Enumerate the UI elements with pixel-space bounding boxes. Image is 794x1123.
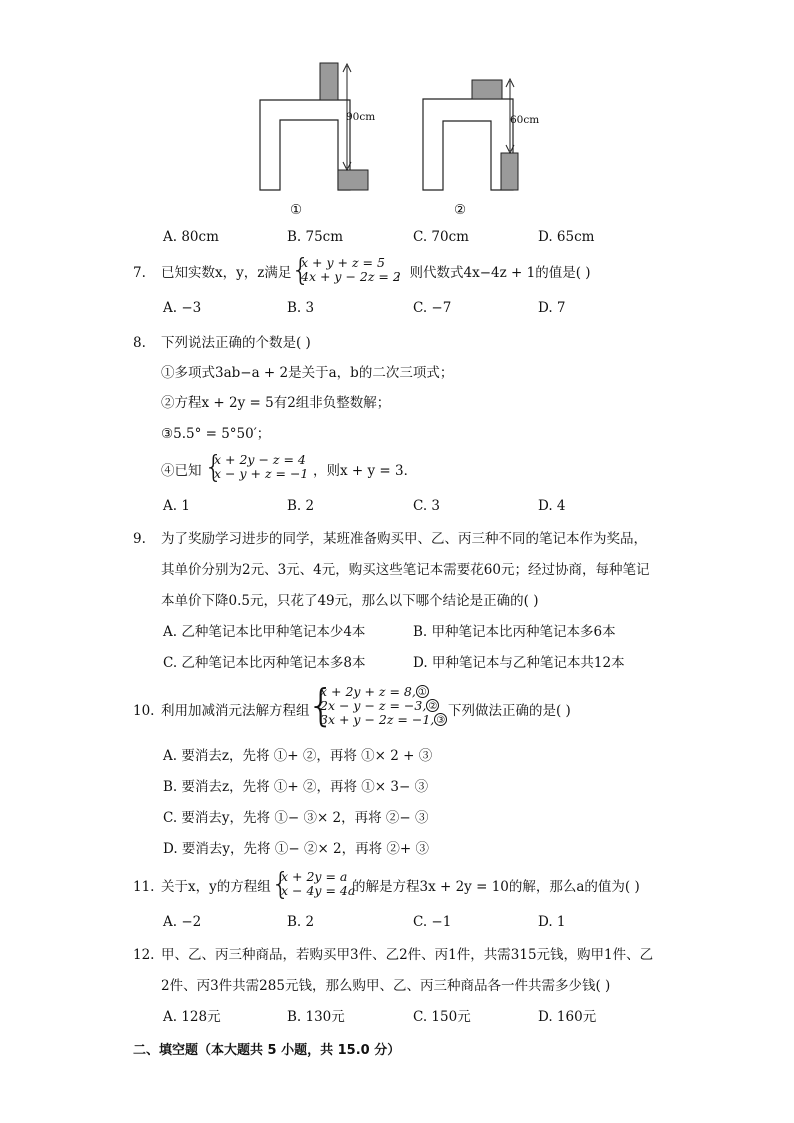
q7-suffix: ，则代数式4x−4z + 1的值是( ) [396,265,591,281]
q11-eq2: x − 4y = 4a [281,883,356,898]
q12-line-2: 2件、丙3件共需285元钱，那么购甲、乙、丙三种商品各一件共需多少钱( ) [161,978,611,994]
q8-item-2: ②方程x + 2y = 5有2组非负整数解； [161,395,391,411]
q8-eq1: x + 2y − z = 4 [214,452,306,467]
q6-option-d[interactable]: D. 65cm [538,229,595,245]
figure-1 [255,58,375,198]
figure-1-dimension: 90cm [346,111,376,123]
q11-option-c[interactable]: C. −1 [413,914,452,930]
q6-option-b[interactable]: B. 75cm [287,229,344,245]
q9-number: 9. [133,531,146,547]
q6-option-a[interactable]: A. 80cm [163,229,219,245]
q9-option-a[interactable]: A. 乙种笔记本比甲种笔记本少4本 [163,624,366,640]
q10-number: 10. [133,703,155,719]
q10-eq1: x + 2y + z = 8, ① [320,685,429,698]
q8-option-b[interactable]: B. 2 [287,498,315,514]
q10-option-b[interactable]: B. 要消去z，先将 ①+ ②，再将 ①× 3− ③ [163,779,429,795]
q7-prefix: 已知实数x，y，z满足 [161,265,292,281]
q11-option-b[interactable]: B. 2 [287,914,315,930]
q8-number: 8. [133,335,146,351]
q11-option-d[interactable]: D. 1 [538,914,566,930]
q8-brace: { [204,450,224,485]
q9-line-2: 其单价分别为2元、3元、4元，购买这些笔记本需要花60元；经过协商，每种笔记 [161,562,650,578]
q10-eq2: 2x − y − z = −3, ② [320,699,439,712]
q10-prefix: 利用加减消元法解方程组 [161,703,310,719]
q7-number: 7. [133,265,146,281]
q8-option-a[interactable]: A. 1 [163,498,190,514]
q7-option-c[interactable]: C. −7 [413,300,452,316]
q11-option-a[interactable]: A. −2 [163,914,202,930]
figure-1-label: ① [290,202,303,218]
q9-line-3: 本单价下降0.5元，只花了49元，那么以下哪个结论是正确的( ) [161,593,539,609]
q12-line-1: 甲、乙、丙三种商品，若购买甲3件、乙2件、丙1件，共需315元钱，购甲1件、乙 [161,947,654,963]
q12-number: 12. [133,947,155,963]
q8-item-3: ③5.5° = 5°50′； [161,426,271,442]
q8-option-c[interactable]: C. 3 [413,498,441,514]
q11-suffix: 的解是方程3x + 2y = 10的解，那么a的值为( ) [352,879,640,895]
q8-item-4-prefix: ④已知 [161,463,202,479]
q7-eq2: 4x + y − 2z = 2 [301,269,401,284]
q7-option-a[interactable]: A. −3 [163,300,202,316]
q11-eq1: x + 2y = a [281,869,348,884]
q9-option-d[interactable]: D. 甲种笔记本与乙种笔记本共12本 [413,655,625,671]
q7-option-b[interactable]: B. 3 [287,300,315,316]
q7-option-d[interactable]: D. 7 [538,300,566,316]
q9-option-b[interactable]: B. 甲种笔记本比丙种笔记本多6本 [413,624,616,640]
q10-suffix: 下列做法正确的是( ) [448,703,571,719]
q10-option-c[interactable]: C. 要消去y，先将 ①− ③× 2，再将 ②− ③ [163,810,429,826]
q10-option-d[interactable]: D. 要消去y，先将 ①− ②× 2，再将 ②+ ③ [163,841,430,857]
q6-option-c[interactable]: C. 70cm [413,229,469,245]
q8-option-d[interactable]: D. 4 [538,498,566,514]
q8-stem: 下列说法正确的个数是( ) [161,335,311,351]
q7-brace: { [291,253,311,288]
q12-option-c[interactable]: C. 150元 [413,1009,471,1025]
q10-eq3: 3x + y − 2z = −1, ③ [320,713,447,726]
q9-option-c[interactable]: C. 乙种笔记本比丙种笔记本多8本 [163,655,366,671]
q8-eq2: x − y + z = −1 [214,466,309,481]
q9-line-1: 为了奖励学习进步的同学，某班准备购买甲、乙、丙三种不同的笔记本作为奖品， [161,531,647,547]
section-2-heading: 二、填空题（本大题共 5 小题，共 15.0 分） [133,1043,401,1058]
q11-number: 11. [133,879,155,895]
q12-option-b[interactable]: B. 130元 [287,1009,345,1025]
q12-option-d[interactable]: D. 160元 [538,1009,597,1025]
q7-eq1: x + y + z = 5 [301,255,385,270]
figure-2 [418,75,538,195]
q8-item-4-suffix: ，则x + y = 3． [313,463,418,479]
q8-item-1: ①多项式3ab−a + 2是关于a，b的二次三项式； [161,365,454,381]
q12-option-a[interactable]: A. 128元 [163,1009,221,1025]
figure-2-dimension: 60cm [510,114,540,126]
q11-brace: { [271,867,291,902]
figure-2-label: ② [454,202,467,218]
q10-brace: { [307,680,335,731]
q10-option-a[interactable]: A. 要消去z，先将 ①+ ②，再将 ①× 2 + ③ [163,748,433,764]
q11-prefix: 关于x，y的方程组 [161,879,271,895]
